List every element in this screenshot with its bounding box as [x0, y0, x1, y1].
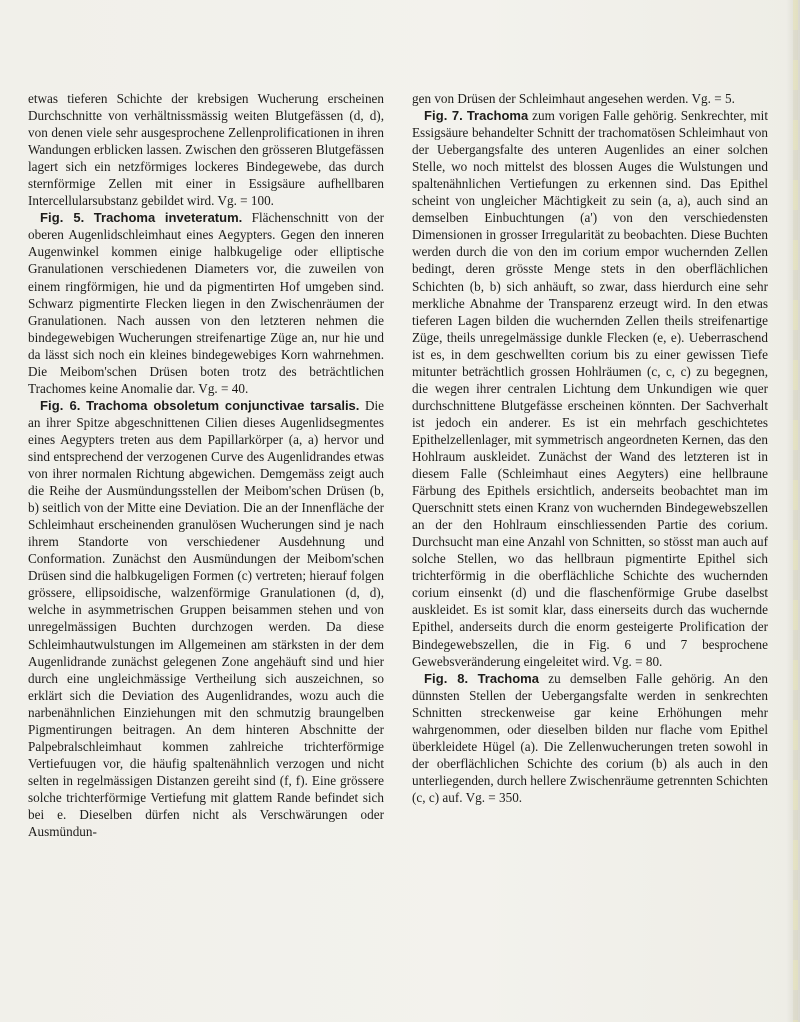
fig5-label: Fig. 5.: [40, 210, 85, 226]
page-edge-strip: [793, 0, 798, 1022]
fig8-paragraph: [412, 670, 768, 806]
fig6-label: Fig. 6.: [40, 397, 81, 413]
fig8-title: Trachoma: [477, 670, 539, 686]
continuation-paragraph: gen von Drüsen der Schleimhaut angesehen werden. Vg. = 5.: [412, 91, 735, 106]
fig5-text: Flächenschnitt von der oberen Augenlidschleimhaut eines Aegypters. Gegen den inneren Augenwinkel kommen einige halbkugelige oder elliptische Granulationen verschiedenen Diameters vor, die zuweilen von einem ringförmigen, hie und da pigmentirten Hof umgeben sind. Schwarz pigmentirte Flecken liegen in den Zwischenräumen der Granulationen. Nach aussen von den letzteren nehmen die bindegewebigen Wucherungen streifenartige Züge an, nur hie und da lässt sich noch ein kleines bindegewebiges Korn wahrnehmen. Die Meibom'schen Drüsen boten trotz des beträchtlichen Trachomes keine Anomalie dar. Vg. = 40.: [28, 210, 385, 396]
fig7-text: zum vorigen Falle gehörig. Senkrechter, mit Essigsäure behandelter Schnitt der trachomatösen Schleimhaut von der Uebergangsfalte des unteren Augenlides an einer solchen Stelle, wo noch mittelst des blossen Auges die Wulstungen und spaltenähnlichen Vertiefungen zu erkennen sind. Das Epithel scheint von ungleicher Mächtigkeit zu sein (a, a), auch sind an demselben Einbuchtungen (a') von den verschiedensten Dimensionen in grosser Irregularität zu beobachten. Diese Buchten werden durch die von den im corium empor wuchernden Zellen bedingt, deren grösste Menge stets in den oberflächlichen Schichten (b, b) sich anhäuft, so zwar, dass hierdurch eine sehr merkliche Abnahme der Transparenz erzeugt wird. In den etwas tieferen Lagen bilden die wuchernden Zellen theils streifenartige Züge, theils unregelmässige dunkle Flecken (e, e). Ueberraschend ist es, in dem geschwellten corium bis zu einer gewissen Tiefe mitunter beträchtlich grossen Hohlräumen (c, c, c) zu begegnen, die wegen ihrer centralen Lichtung dem Unkundigen wie quer durchschnittene Blutgefässe erscheinen könnten. Der Sachverhalt ist jedoch ein anderer. Es ist ein mehrfach geschichtetes Epithelzellenlager, mit symmetrisch angeordneten Kernen, das den Hohlraum auskleidet. Zunächst der Wand des letzteren ist in diesem Falle (Schleimhaut eines Aegyters) eine hellbraune Färbung des Epithels ersichtlich, anderseits beobachtet man im Querschnitt stets einen Kranz von wuchernden Bindegewebszellen an der den Hohlraum einschliessenden Partie des corium. Durchsucht man eine Anzahl von Schnitten, so stösst man auch auf solche Stellen, wo das hellbraun pigmentirte Epithel sich trichterförmig in die oberflächliche Schichte des wuchernden corium einsenkt (d) und die flaschenförmige Grube daselbst auskleidet. Es ist somit klar, dass einerseits durch das wuchernde Epithel, anderseits durch die enorm gesteigerte Prolification der Bindegewebszellen, die in Fig. 6 und 7 besprochene Gewebsveränderung eingeleitet wird. Vg. = 80.: [412, 108, 768, 669]
fig8-text: zu demselben Falle gehörig. An den dünnsten Stellen der Uebergangsfalte werden in senkrechten Schnitten streckenweise gar keine Erhöhungen mehr wahrgenommen, oder dieselben bilden nur flache vom Epithel überkleidete Hügel (a). Die Zellenwucherungen treten sowohl in der oberflächlichen Schichte des corium (b) als auch in den unterliegenden, durch hellere Zwischenräume getrennten Schichten (c, c) auf. Vg. = 350.: [412, 670, 768, 805]
fig6-text: Die an ihrer Spitze abgeschnittenen Cilien dieses Augenlidsegmentes eines Aegypters treten aus dem Papillarkörper (a, a) hervor und sind entsprechend der verzogenen Curve des Augenlidrandes etwas von ihrer normalen Richtung abgewichen. Demgemäss zeigt auch die Reihe der Ausmündungsstellen der Meibom'schen Drüsen (b, b) seitlich von der Mitte eine Deviation. Die an der Innenfläche der Schleimhaut erscheinenden granulösen Wucherungen sind je nach ihrem Standorte von verschiedener Ausdehnung und Conformation. Zunächst den Ausmündungen der Meibom'schen Drüsen sind die halbkugeligen Formen (c) vertreten; hierauf folgen grössere, ellipsoidische, walzenförmige Granulationen (d, d), welche in asymmetrischen Gruppen beisammen stehen und von unregelmässigen Buchten durchzogen werden. Da diese Schleimhautwulstungen im Allgemeinen am stärksten in der dem Augenlidrande zunächst gelegenen Zone angehäuft sind und hier durch eine ungleichmässige Vertheilung sich auszeichnen, so erklärt sich die Deviation des Augenlidrandes, wozu auch die narbenähnlichen Einziehungen mit den schmutzig braungelben Pigmentirungen beitragen. An dem hinteren Abschnitte der Palpebralschleimhaut kommen zahlreiche trichterförmige Vertiefuugen vor, die häufig spaltenähnlich verzogen und nicht selten in regelmässigen Distanzen gereiht sind (f, f). Eine grössere solche trichterförmige Vertiefung mit glattem Rande befindet sich bei e. Dieselben dürfen nicht als Verschwärungen oder Ausmündun-: [28, 397, 384, 840]
fig6-paragraph: [28, 397, 384, 840]
fig5-title: Trachoma inveteratum.: [93, 210, 243, 226]
intro-paragraph: etwas tieferen Schichte der krebsigen Wucherung erscheinen Durchschnitte von verhältnissmässig weiten Blutgefässen (d, d), von denen viele sehr ausgesprochene Zellenprolificationen in ihren Wandungen erblicken lassen. Zwischen den grösseren Blutgefässen lagert sich ein netzförmiges lockeres Bindegewebe, das durch sternförmige Zellen mit einer in Essigsäure aufhellbaren Intercellularsubstanz gebildet wird. Vg. = 100.: [28, 91, 384, 209]
fig7-title: Trachoma: [466, 108, 529, 124]
fig8-label: Fig. 8.: [424, 670, 469, 686]
fig6-title: Trachoma obsoletum conjunctivae tarsalis.: [86, 397, 360, 413]
fig7-paragraph: [412, 107, 768, 670]
left-column: [28, 90, 384, 840]
fig7-label: Fig. 7.: [424, 108, 463, 124]
fig5-paragraph: [28, 209, 384, 397]
right-column: [412, 90, 768, 806]
